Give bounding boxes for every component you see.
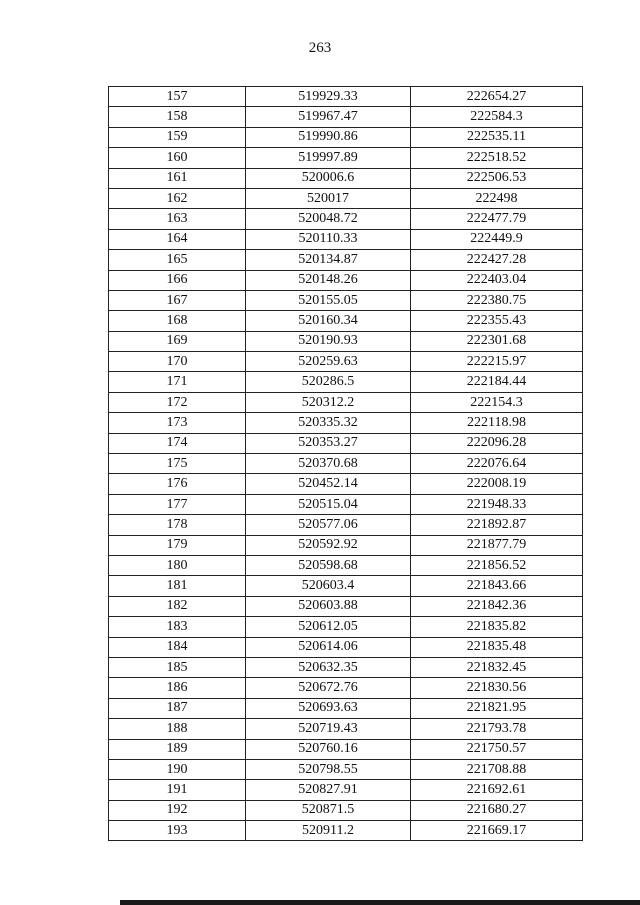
y-coordinate-cell: 222301.68 [411, 331, 583, 351]
table-row [109, 331, 583, 351]
x-coordinate-cell: 520190.93 [246, 331, 411, 351]
x-coordinate-cell: 520370.68 [246, 454, 411, 474]
y-coordinate-cell: 222096.28 [411, 433, 583, 453]
table-row [109, 657, 583, 677]
point-number-cell: 179 [109, 535, 246, 555]
table-row [109, 188, 583, 208]
x-coordinate-cell: 520598.68 [246, 555, 411, 575]
table-row [109, 576, 583, 596]
y-coordinate-cell: 221821.95 [411, 698, 583, 718]
x-coordinate-cell: 520259.63 [246, 352, 411, 372]
y-coordinate-cell: 222654.27 [411, 87, 583, 107]
y-coordinate-cell: 221832.45 [411, 657, 583, 677]
y-coordinate-cell: 221948.33 [411, 494, 583, 514]
point-number-cell: 193 [109, 821, 246, 841]
point-number-cell: 161 [109, 168, 246, 188]
table-row [109, 780, 583, 800]
point-number-cell: 176 [109, 474, 246, 494]
table-row [109, 372, 583, 392]
y-coordinate-cell: 221835.48 [411, 637, 583, 657]
table-row [109, 229, 583, 249]
y-coordinate-cell: 221842.36 [411, 596, 583, 616]
y-coordinate-cell: 221843.66 [411, 576, 583, 596]
point-number-cell: 178 [109, 515, 246, 535]
table-row [109, 413, 583, 433]
table-row [109, 596, 583, 616]
x-coordinate-cell: 519929.33 [246, 87, 411, 107]
y-coordinate-cell: 222584.3 [411, 107, 583, 127]
x-coordinate-cell: 520286.5 [246, 372, 411, 392]
table-row [109, 535, 583, 555]
y-coordinate-cell: 222535.11 [411, 127, 583, 147]
point-number-cell: 181 [109, 576, 246, 596]
y-coordinate-cell: 221680.27 [411, 800, 583, 820]
table-row [109, 698, 583, 718]
x-coordinate-cell: 520155.05 [246, 290, 411, 310]
x-coordinate-cell: 520134.87 [246, 250, 411, 270]
x-coordinate-cell: 520614.06 [246, 637, 411, 657]
y-coordinate-cell: 221669.17 [411, 821, 583, 841]
point-number-cell: 188 [109, 719, 246, 739]
y-coordinate-cell: 221830.56 [411, 678, 583, 698]
x-coordinate-cell: 520312.2 [246, 392, 411, 412]
y-coordinate-cell: 221835.82 [411, 617, 583, 637]
table-row [109, 474, 583, 494]
y-coordinate-cell: 222380.75 [411, 290, 583, 310]
point-number-cell: 182 [109, 596, 246, 616]
point-number-cell: 170 [109, 352, 246, 372]
point-number-cell: 191 [109, 780, 246, 800]
point-number-cell: 171 [109, 372, 246, 392]
point-number-cell: 166 [109, 270, 246, 290]
point-number-cell: 169 [109, 331, 246, 351]
y-coordinate-cell: 221793.78 [411, 719, 583, 739]
x-coordinate-cell: 520871.5 [246, 800, 411, 820]
table-row [109, 555, 583, 575]
table-row [109, 168, 583, 188]
table-row [109, 739, 583, 759]
y-coordinate-cell: 222184.44 [411, 372, 583, 392]
y-coordinate-cell: 222477.79 [411, 209, 583, 229]
point-number-cell: 168 [109, 311, 246, 331]
y-coordinate-cell: 221892.87 [411, 515, 583, 535]
point-number-cell: 180 [109, 555, 246, 575]
point-number-cell: 187 [109, 698, 246, 718]
x-coordinate-cell: 519967.47 [246, 107, 411, 127]
y-coordinate-cell: 222518.52 [411, 148, 583, 168]
x-coordinate-cell: 520110.33 [246, 229, 411, 249]
x-coordinate-cell: 520603.88 [246, 596, 411, 616]
x-coordinate-cell: 520017 [246, 188, 411, 208]
table-row [109, 127, 583, 147]
point-number-cell: 177 [109, 494, 246, 514]
point-number-cell: 190 [109, 759, 246, 779]
table-row [109, 433, 583, 453]
x-coordinate-cell: 520760.16 [246, 739, 411, 759]
table-row [109, 759, 583, 779]
point-number-cell: 186 [109, 678, 246, 698]
point-number-cell: 158 [109, 107, 246, 127]
x-coordinate-cell: 520672.76 [246, 678, 411, 698]
x-coordinate-cell: 520827.91 [246, 780, 411, 800]
y-coordinate-cell: 222076.64 [411, 454, 583, 474]
scan-edge-mark [120, 900, 640, 905]
y-coordinate-cell: 222498 [411, 188, 583, 208]
point-number-cell: 185 [109, 657, 246, 677]
point-number-cell: 175 [109, 454, 246, 474]
table-row [109, 107, 583, 127]
table-row [109, 209, 583, 229]
x-coordinate-cell: 520335.32 [246, 413, 411, 433]
y-coordinate-cell: 221708.88 [411, 759, 583, 779]
coordinates-table-body [109, 87, 583, 841]
point-number-cell: 164 [109, 229, 246, 249]
table-row [109, 352, 583, 372]
point-number-cell: 172 [109, 392, 246, 412]
table-row [109, 290, 583, 310]
point-number-cell: 165 [109, 250, 246, 270]
y-coordinate-cell: 222403.04 [411, 270, 583, 290]
point-number-cell: 192 [109, 800, 246, 820]
point-number-cell: 160 [109, 148, 246, 168]
x-coordinate-cell: 519997.89 [246, 148, 411, 168]
point-number-cell: 162 [109, 188, 246, 208]
point-number-cell: 167 [109, 290, 246, 310]
point-number-cell: 183 [109, 617, 246, 637]
y-coordinate-cell: 221692.61 [411, 780, 583, 800]
x-coordinate-cell: 520577.06 [246, 515, 411, 535]
y-coordinate-cell: 222449.9 [411, 229, 583, 249]
table-row [109, 719, 583, 739]
y-coordinate-cell: 222215.97 [411, 352, 583, 372]
y-coordinate-cell: 221750.57 [411, 739, 583, 759]
table-row [109, 637, 583, 657]
y-coordinate-cell: 222154.3 [411, 392, 583, 412]
table-row [109, 494, 583, 514]
y-coordinate-cell: 221877.79 [411, 535, 583, 555]
y-coordinate-cell: 222355.43 [411, 311, 583, 331]
x-coordinate-cell: 520006.6 [246, 168, 411, 188]
y-coordinate-cell: 222427.28 [411, 250, 583, 270]
x-coordinate-cell: 520353.27 [246, 433, 411, 453]
x-coordinate-cell: 520160.34 [246, 311, 411, 331]
table-row [109, 821, 583, 841]
table-row [109, 148, 583, 168]
x-coordinate-cell: 519990.86 [246, 127, 411, 147]
point-number-cell: 184 [109, 637, 246, 657]
x-coordinate-cell: 520452.14 [246, 474, 411, 494]
x-coordinate-cell: 520632.35 [246, 657, 411, 677]
table-row [109, 678, 583, 698]
point-number-cell: 157 [109, 87, 246, 107]
table-row [109, 87, 583, 107]
y-coordinate-cell: 222008.19 [411, 474, 583, 494]
point-number-cell: 189 [109, 739, 246, 759]
table-row [109, 311, 583, 331]
point-number-cell: 173 [109, 413, 246, 433]
x-coordinate-cell: 520612.05 [246, 617, 411, 637]
table-row [109, 515, 583, 535]
point-number-cell: 159 [109, 127, 246, 147]
table-row [109, 250, 583, 270]
x-coordinate-cell: 520592.92 [246, 535, 411, 555]
x-coordinate-cell: 520798.55 [246, 759, 411, 779]
table-row [109, 617, 583, 637]
table-row [109, 392, 583, 412]
x-coordinate-cell: 520693.63 [246, 698, 411, 718]
table-row [109, 800, 583, 820]
table-row [109, 454, 583, 474]
page-number: 263 [308, 40, 332, 56]
y-coordinate-cell: 222118.98 [411, 413, 583, 433]
point-number-cell: 174 [109, 433, 246, 453]
y-coordinate-cell: 221856.52 [411, 555, 583, 575]
x-coordinate-cell: 520048.72 [246, 209, 411, 229]
x-coordinate-cell: 520719.43 [246, 719, 411, 739]
x-coordinate-cell: 520148.26 [246, 270, 411, 290]
point-number-cell: 163 [109, 209, 246, 229]
table-row [109, 270, 583, 290]
x-coordinate-cell: 520911.2 [246, 821, 411, 841]
x-coordinate-cell: 520515.04 [246, 494, 411, 514]
y-coordinate-cell: 222506.53 [411, 168, 583, 188]
x-coordinate-cell: 520603.4 [246, 576, 411, 596]
coordinates-table [108, 86, 583, 841]
